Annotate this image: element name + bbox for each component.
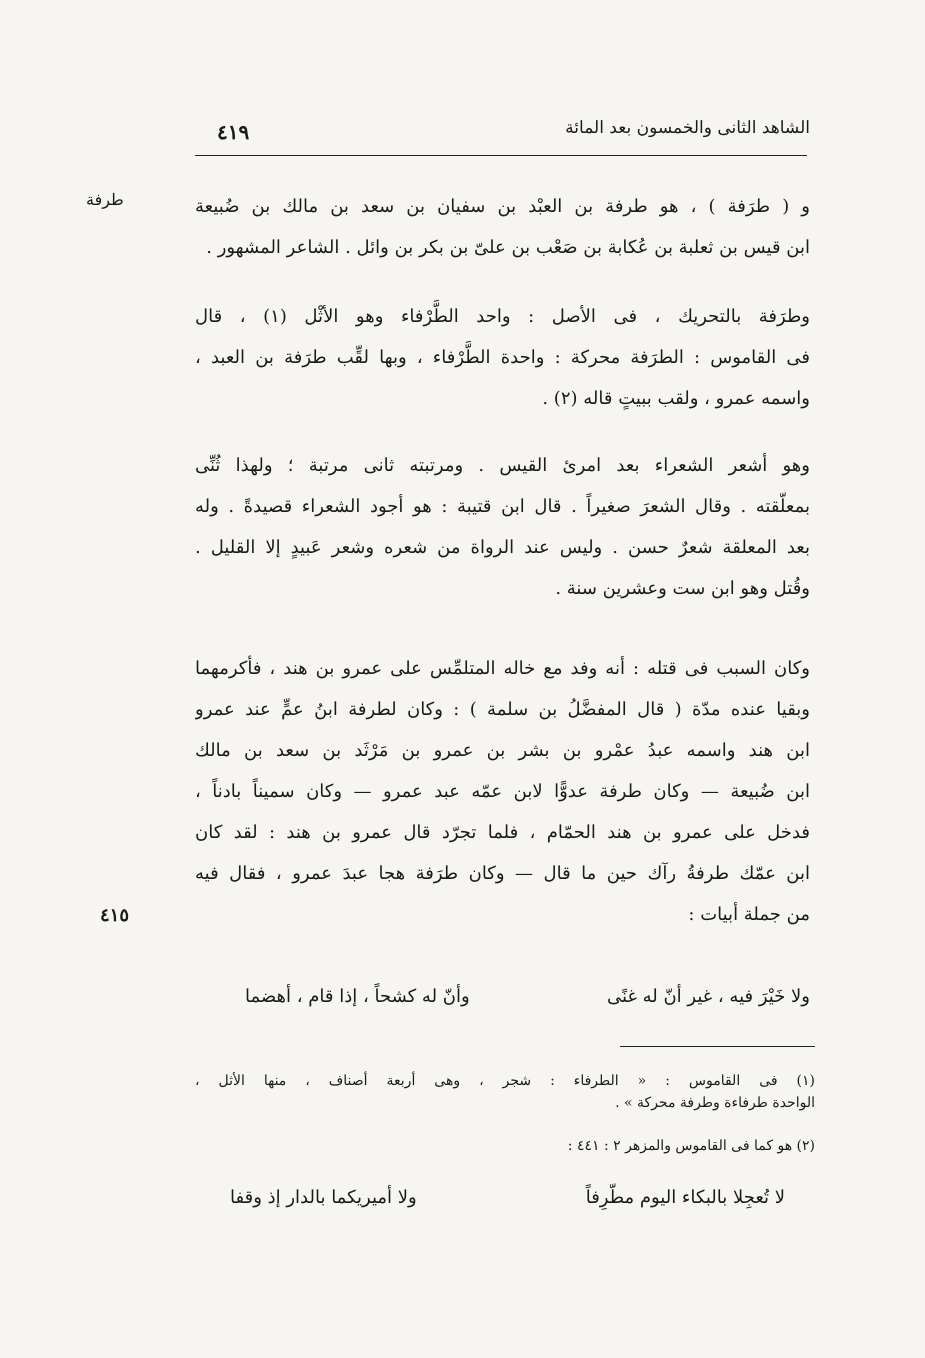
footnote-line: (٢) هو كما فى القاموس والمزهر ٢ : ٤٤١ : [567, 1138, 815, 1154]
text-line: وقُتل وهو ابن ست وعشرين سنة . [555, 578, 810, 599]
text-line: وهو أشعر الشعراء بعد امرئ القيس . ومرتبته ثانى مرتبة ؛ ولهذا ثُنِّى [195, 455, 810, 476]
text-line: ابن ضُبيعة — وكان طرفة عدوًّا لابن عمّه عبد عمرو — وكان سميناً بادناً ، [195, 781, 810, 802]
paragraph-3 [195, 445, 810, 609]
text-line: ابن قيس بن ثعلبة بن عُكابة بن صَعْب بن علىّ بن بكر بن وائل . الشاعر المشهور . [206, 237, 810, 258]
page-number: ٤١٩ [217, 120, 250, 144]
text-line: وبقيا عنده مدّة ( قال المفضَّلُ بن سلمة ) : وكان لطرفة ابنُ عمٍّ عند عمرو [195, 699, 810, 720]
verse-hemistich-first: لا تُعجِلا بالبكاء اليوم مطّرِفاً [585, 1187, 785, 1208]
paragraph-4 [195, 648, 810, 935]
footnote-1 [195, 1070, 815, 1114]
text-line: ابن هند واسمه عبدُ عمْرو بن بشر بن عمرو بن مَرْثَد بن سعد بن مالك [195, 740, 810, 761]
footnote-line: (١) فى القاموس : « الطرفاء : شجر ، وهى أربعة أصناف ، منها الأثل ، [195, 1073, 815, 1089]
footnote-rule [620, 1046, 815, 1047]
text-line: ابن عمّك طرفةُ رآك حين ما قال — وكان طرَفة هجا عبدَ عمرو ، فقال فيه [195, 863, 810, 884]
text-line: فى القاموس : الطرَفة محركة : واحدة الطَّرْفاء ، وبها لقِّب طرَفة بن العبد ، [195, 347, 810, 368]
verse-hemistich-second: وأنّ له كشحاً ، إذا قام ، أهضما [245, 986, 470, 1007]
footnote-2 [195, 1135, 815, 1157]
header-rule [195, 155, 807, 156]
text-line: واسمه عمرو ، ولقب ببيتٍ قاله (٢) . [542, 388, 810, 409]
footnote-verse-line [230, 1178, 785, 1218]
text-line: وكان السبب فى قتله : أنه وفد مع خاله المتلمِّس على عمرو بن هند ، فأكرمهما [195, 658, 810, 679]
paragraph-1 [195, 186, 810, 268]
running-title: الشاهد الثانى والخمسون بعد المائة [565, 118, 810, 138]
text-line: وطرَفة بالتحريك ، فى الأصل : واحد الطَّرْفاء وهو الأثْل (١) ، قال [195, 306, 810, 327]
paragraph-2 [195, 296, 810, 419]
text-line: و ( طرَفة ) ، هو طرفة بن العبْد بن سفيان بن سعد بن مالك بن ضُبيعة [195, 196, 810, 217]
margin-note-number: ٤١٥ [100, 905, 130, 926]
verse-line [245, 975, 810, 1019]
text-line: من جملة أبيات : [688, 904, 810, 925]
text-line: بمعلّقته . وقال الشعرَ صغيراً . قال ابن قتيبة : هو أجود الشعراء قصيدةً . وله [195, 496, 810, 517]
page-header [195, 118, 810, 158]
margin-note-word: طرفة [86, 190, 124, 209]
verse-hemistich-second: ولا أميريكما بالدار إذ وقفا [230, 1187, 417, 1208]
verse-hemistich-first: ولا خَيْرَ فيه ، غير أنّ له غنًى [607, 986, 810, 1007]
text-line: فدخل على عمرو بن هند الحمّام ، فلما تجرّد قال عمرو بن هند : لقد كان [195, 822, 810, 843]
footnote-line: الواحدة طرفاءة وطرفة محركة » . [615, 1095, 815, 1111]
text-line: بعد المعلقة شعرٌ حسن . وليس عند الرواة من شعره وشعر عَبيدٍ إلا القليل . [195, 537, 810, 558]
